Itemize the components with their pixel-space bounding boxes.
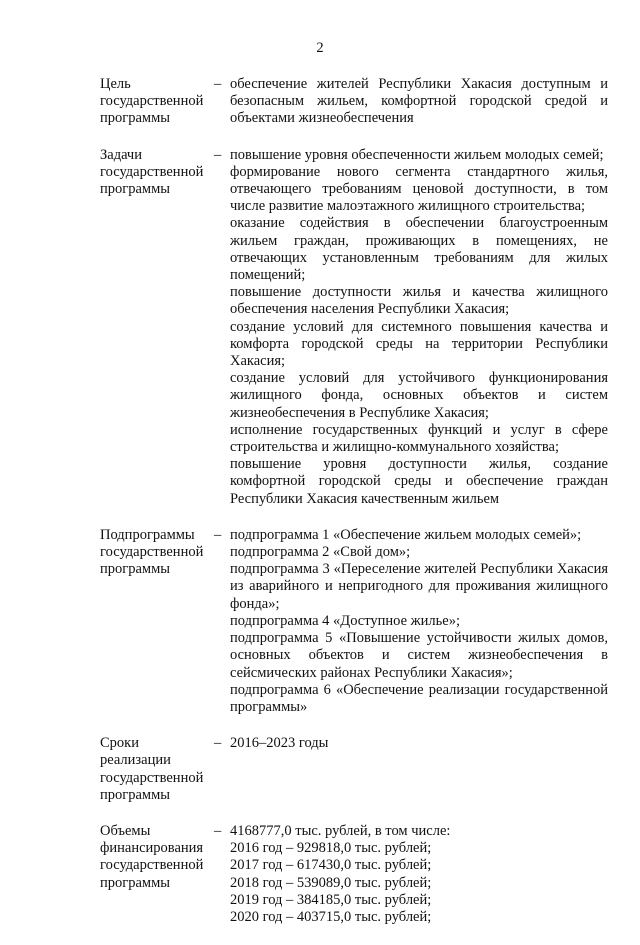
section-tasks [100,147,608,508]
section-label [100,823,214,892]
section-label [100,735,214,804]
section-dash: – [214,735,222,752]
section-label-line: финансирования [100,840,204,857]
section-content [230,735,608,752]
section-label-line: государственной [100,544,204,561]
section-paragraph: 4168777,0 тыс. рублей, в том числе: [230,822,451,839]
section-label [100,147,214,199]
section-content [230,147,608,508]
section-paragraph: подпрограмма 2 «Свой дом»; [230,544,411,561]
section-label-line: реализации [100,752,171,769]
section-paragraph: подпрограмма 1 «Обеспечение жильем молодых семей»; [230,526,582,543]
section-label [100,527,214,579]
section-paragraph: 2018 год – 539089,0 тыс. рублей; [230,874,432,891]
section-content [230,527,608,716]
section-content [230,76,608,128]
section-paragraph: исполнение государственных функций и услуг в сфере строительства и жилищно-коммунального хозяйства; [230,421,608,456]
section-label-line: государственной [100,857,204,874]
section-label-line: программы [100,561,170,578]
section-paragraph: повышение доступности жилья и качества жилищного обеспечения населения Республики Хакасия; [230,284,608,318]
section-label-line: Задачи [100,146,142,163]
section-label-line: программы [100,874,170,891]
section-paragraph: создание условий для системного повышения качества и комфорта городской среды на территории Республики Хакасия; [230,318,608,370]
section-label-line: программы [100,786,170,803]
section-paragraph: 2020 год – 403715,0 тыс. рублей; [230,908,432,925]
section-paragraph: 2019 год – 384185,0 тыс. рублей; [230,891,432,908]
section-paragraph: повышение уровня доступности жилья, создание комфортной городской среды и обеспечение граждан Республики Хакасия качественным жильем [230,456,608,507]
section-dash: – [214,526,222,543]
section-paragraph: создание условий для устойчивого функционирования жилищного фонда, основных объектов и систем жизнеобеспечения в Республике Хакасия; [230,370,608,421]
section-content [230,823,608,926]
section-dash: – [214,76,222,92]
section-label-line: Объемы [100,822,151,839]
section-label [100,76,214,128]
section-paragraph: подпрограмма 3 «Переселение жителей Республики Хакасия из аварийного и непригодного для проживания жилищного фонда»; [230,561,608,612]
section-paragraph: подпрограмма 5 «Повышение устойчивости жилых домов, основных объектов и систем жизнеобеспечения в сейсмических районах Республики Хакасия»; [230,630,608,681]
section-paragraph: 2016 год – 929818,0 тыс. рублей; [230,840,432,857]
section-goal [100,76,608,128]
section-terms [100,735,608,804]
section-label-line: Сроки [100,735,139,752]
section-label-line: Цель [100,76,131,92]
section-paragraph: формирование нового сегмента стандартного жилья, отвечающего требованиям ценовой доступности, в том числе развитие малоэтажного жилищного строительства; [230,163,608,215]
section-label-line: государственной [100,163,204,180]
section-label-line: государственной [100,769,204,786]
section-dash: – [214,822,222,839]
passport-table [100,76,608,945]
section-label-line: программы [100,110,170,127]
section-paragraph: подпрограмма 6 «Обеспечение реализации государственной программы» [230,681,608,715]
section-subprograms [100,527,608,716]
section-label-line: государственной [100,93,204,110]
section-paragraph: 2017 год – 617430,0 тыс. рублей; [230,857,432,874]
page-number: 2 [316,40,324,56]
section-paragraph: подпрограмма 4 «Доступное жилье»; [230,612,460,629]
section-dash: – [214,146,222,163]
section-paragraph: 2016–2023 годы [230,735,329,752]
section-label-line: Подпрограммы [100,526,195,543]
section-funding [100,823,608,926]
section-paragraph: оказание содействия в обеспечении благоустроенным жильем граждан, проживающих в помещениях, не отвечающих установленным требованиям для жилых помещений; [230,215,608,284]
section-paragraph: повышение уровня обеспеченности жильем молодых семей; [230,146,604,163]
section-paragraph: обеспечение жителей Республики Хакасия доступным и безопасным жильем, комфортной городской средой и объектами жизнеобеспечения [230,76,608,127]
section-label-line: программы [100,181,170,198]
